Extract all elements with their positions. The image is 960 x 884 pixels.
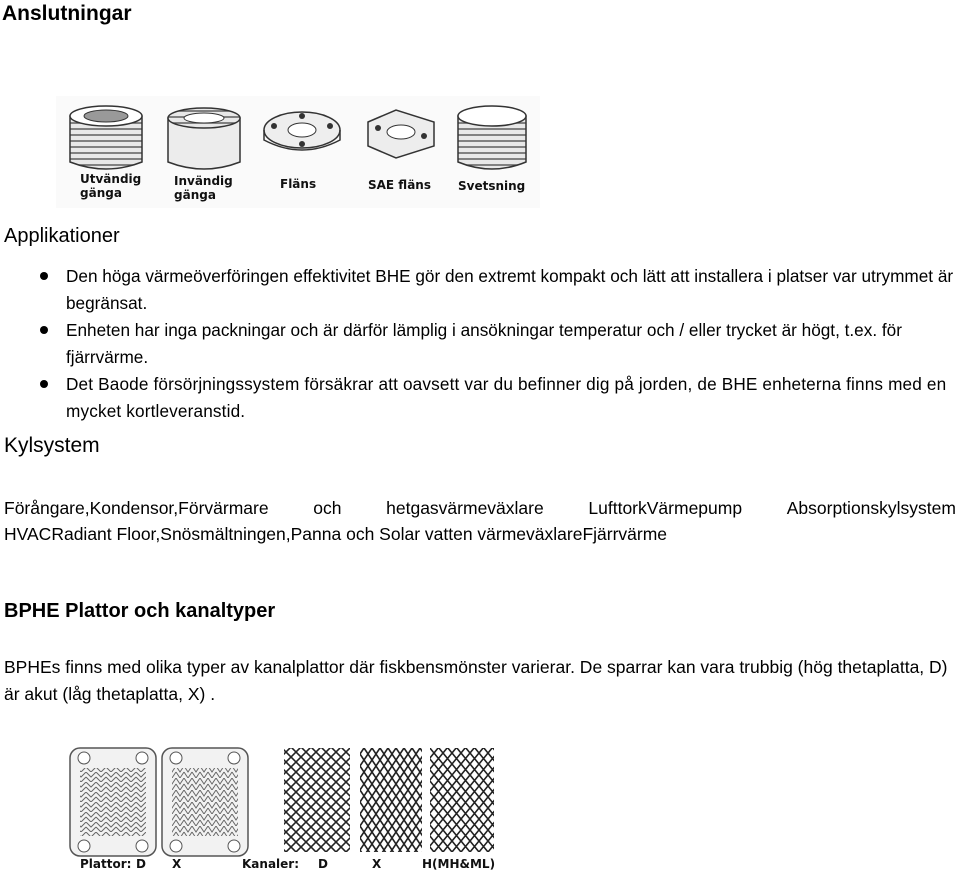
flange-icon	[264, 112, 340, 150]
caption-flange: Fläns	[280, 177, 317, 191]
caption-plate-x: X	[172, 857, 182, 871]
bphe-paragraph: BPHEs finns med olika typer av kanalplattor där fiskbensmönster varierar. De sparrar kan vara trubbig (hög thetaplatta, D) är akut (låg thetaplatta, X) .	[4, 657, 948, 704]
internal-thread-icon	[168, 108, 240, 169]
list-item: Enheten har inga packningar och är därför lämplig i ansökningar temperatur och / eller trycket är högt, t.ex. för fjärrvärme.	[38, 317, 956, 370]
caption-plate-d: D	[136, 857, 146, 871]
caption-external-thread-1: Utvändig	[80, 172, 142, 186]
caption-internal-thread-1: Invändig	[174, 174, 233, 188]
kylsystem-line-2: HVACRadiant Floor,Snösmältningen,Panna och Solar vatten värmeväxlareFjärrvärme	[4, 524, 668, 544]
caption-sae-flange: SAE fläns	[368, 178, 431, 192]
heading-bphe: BPHE Plattor och kanaltyper	[4, 600, 276, 622]
kylsystem-term: Absorptionskylsystem	[786, 498, 956, 518]
caption-weld: Svetsning	[458, 179, 526, 193]
external-thread-icon	[70, 106, 142, 169]
plate-d-icon	[70, 748, 156, 856]
connection-types-figure	[56, 96, 540, 208]
kylsystem-term: LufttorkVärmepump	[588, 498, 743, 518]
heading-applikationer: Applikationer	[4, 225, 120, 247]
channel-x-icon	[360, 748, 422, 852]
caption-plattor: Plattor:	[80, 857, 132, 871]
kylsystem-term: Förångare,Kondensor,Förvärmare	[4, 498, 269, 518]
list-item: Det Baode försörjningssystem försäkrar att oavsett var du befinner dig på jorden, de BHE enheterna finns med en mycket kortleveranstid.	[38, 371, 956, 424]
list-item: Den höga värmeöverföringen effektivitet BHE gör den extremt kompakt och lätt att installera i platser var utrymmet är begränsat.	[38, 263, 956, 316]
caption-channel-h: H(MH&ML)	[422, 857, 496, 871]
caption-external-thread-2: gänga	[80, 186, 122, 200]
kylsystem-term: hetgasvärmeväxlare	[386, 498, 544, 518]
kylsystem-line-1	[4, 498, 956, 519]
channel-h-icon	[430, 748, 494, 852]
plate-types-figure	[56, 742, 500, 882]
caption-channel-d: D	[318, 857, 328, 871]
caption-internal-thread-2: gänga	[174, 188, 216, 202]
caption-kanaler: Kanaler:	[242, 857, 300, 871]
plate-x-icon	[162, 748, 248, 856]
channel-d-icon	[284, 748, 350, 852]
weld-icon	[458, 106, 526, 169]
kylsystem-term: och	[313, 498, 342, 518]
heading-kylsystem: Kylsystem	[4, 434, 100, 457]
heading-anslutningar: Anslutningar	[2, 2, 132, 25]
caption-channel-x: X	[372, 857, 382, 871]
applikationer-list	[38, 263, 956, 425]
